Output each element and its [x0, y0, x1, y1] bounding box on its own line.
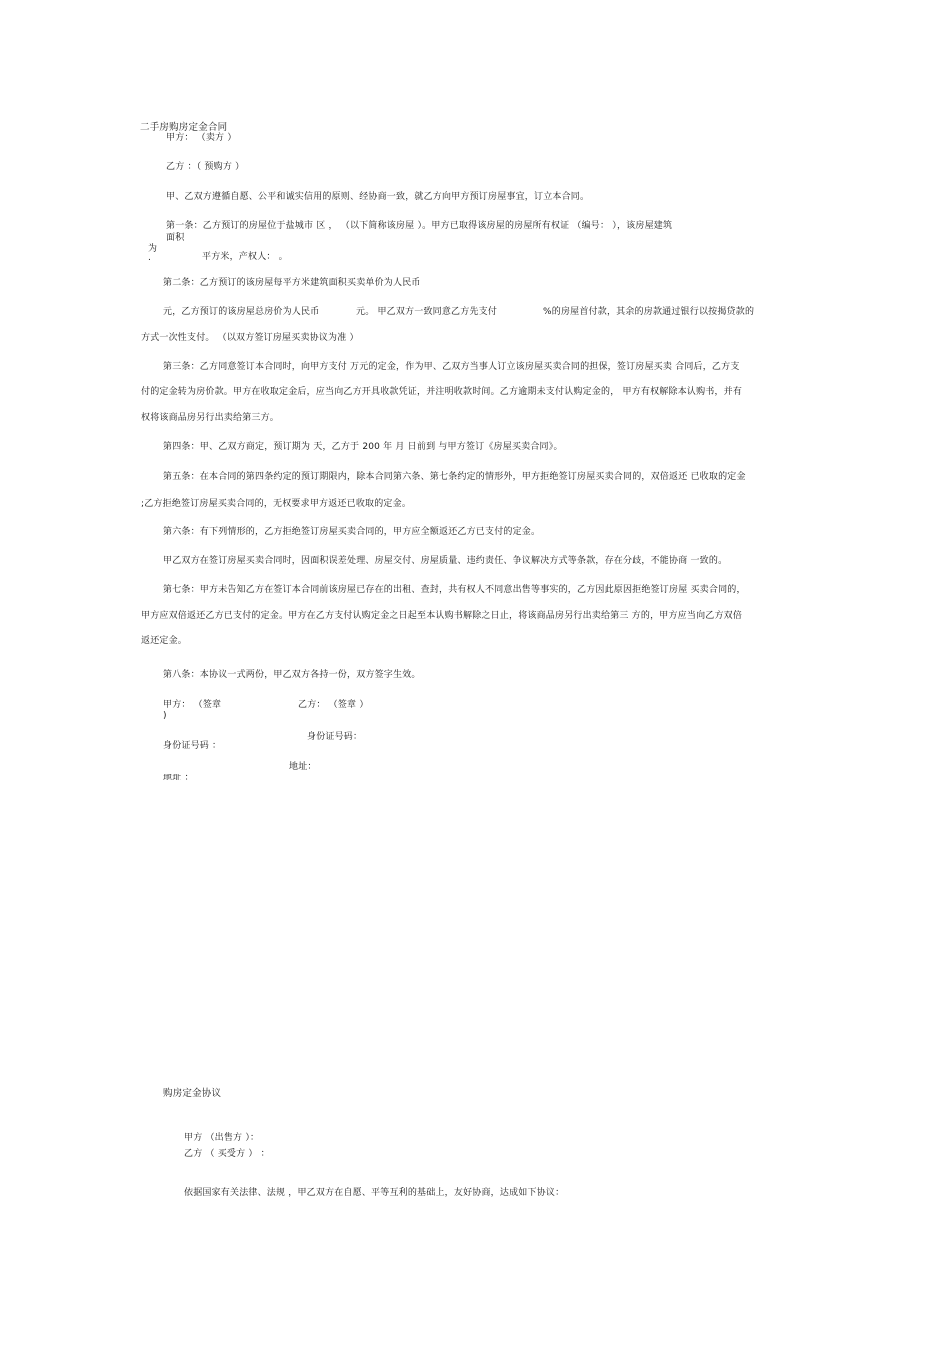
article-3-line-2: 付的定金转为房价款。甲方在收取定金后，应当向乙方开具收款凭证，并注明收款时间。乙方逾期未支付认购定金的， 甲方有权解除本认购书，并有 [141, 387, 743, 397]
party-a-line: 甲方： （卖方 ） [166, 133, 237, 143]
article-2-line-3: 方式一次性支付。 （以双方签订房屋买卖协议为准 ） [141, 333, 359, 343]
article-3-line-1: 第三条：乙方同意签订本合同时，向甲方支付 万元的定金，作为甲、乙双方当事人订立该房屋买卖合同的担保，签订房屋买卖 合同后，乙方支 [163, 362, 740, 372]
article-1-line-1: 第一条：乙方预订的房屋位于盐城市 区 ， （以下简称该房屋 ）。甲方已取得该房屋的房屋所有权证 （编号： ），该房屋建筑 [166, 221, 673, 231]
preamble: 甲、乙双方遵循自愿、公平和诚实信用的原则、经协商一致，就乙方向甲方预订房屋事宜，订立本合同。 [166, 192, 590, 202]
agreement-party-b: 乙方 （ 买受方 ） ： [184, 1149, 270, 1159]
article-3-line-3: 权将该商品房另行出卖给第三方。 [141, 413, 280, 423]
address-party-a-clipped [163, 774, 243, 780]
article-7-line-2: 甲方应双倍返还乙方已支付的定金。甲方在乙方支付认购定金之日起至本认购书解除之日止，将该商品房另行出卖给第三 方的，甲方应当向乙方双倍 [141, 611, 743, 621]
article-8: 第八条：本协议一式两份，甲乙双方各持一份，双方签字生效。 [163, 670, 421, 680]
id-number-party-b: 身份证号码： [307, 732, 363, 742]
article-1-wei: 为 [148, 244, 158, 254]
article-7-line-1: 第七条：甲方未告知乙方在签订本合同前该房屋已存在的出租、查封，共有权人不同意出售等事实的，乙方因此原因拒绝签订房屋 买卖合同的， [163, 585, 746, 595]
article-1-line-3: 平方米，产权人： 。 [202, 252, 288, 262]
signature-party-a-paren: ) [163, 711, 167, 721]
article-2-line-2b: 元。 甲乙双方一致同意乙方先支付 [356, 307, 498, 317]
article-5-line-2: ;乙方拒绝签订房屋买卖合同的，无权要求甲方返还已收取的定金。 [141, 499, 412, 509]
article-7-line-3: 返还定金。 [141, 636, 188, 646]
signature-party-b: 乙方： （签章 ） [298, 700, 369, 710]
article-4: 第四条：甲、乙双方商定，预订期为 天，乙方于 200 年 月 日前到 与甲方签订《房屋买卖合同》。 [163, 442, 563, 452]
agreement-intro: 依据国家有关法律、法规 ，甲乙双方在自愿、平等互利的基础上，友好协商，达成如下协议： [184, 1188, 565, 1198]
article-1-dot: . [148, 253, 152, 263]
article-2-line-2c: %的房屋首付款，其余的房款通过银行以按揭贷款的 [543, 307, 755, 317]
agreement-title: 购房定金协议 [163, 1088, 222, 1099]
article-1-line-2: 面积 [166, 233, 185, 243]
article-6-line-2: 甲乙双方在签订房屋买卖合同时，因面积误差处理、房屋交付、房屋质量、违约责任、争议解决方式等条款，存在分歧，不能协商 一致的。 [163, 556, 728, 566]
contract-title: 二手房购房定金合同 [140, 122, 228, 133]
article-6-line-1: 第六条：有下列情形的，乙方拒绝签订房屋买卖合同的，甲方应全额返还乙方已支付的定金。 [163, 527, 541, 537]
address-party-a: 地址 ： [163, 774, 194, 780]
id-number-party-a: 身份证号码 ： [163, 741, 222, 751]
signature-party-a: 甲方： （签章 [163, 700, 222, 710]
article-5-line-1: 第五条：在本合同的第四条约定的预订期限内，除本合同第六条、第七条约定的情形外，甲方拒绝签订房屋买卖合同的，双倍返还 已收取的定金 [163, 472, 746, 482]
party-b-line: 乙方 ：（ 预购方 ） [166, 162, 245, 172]
article-2-line-1: 第二条：乙方预订的该房屋每平方米建筑面积买卖单价为人民币 [163, 278, 421, 288]
agreement-party-a: 甲方 （出售方 ）： [184, 1133, 260, 1143]
article-2-line-2a: 元，乙方预订的该房屋总房价为人民币 [163, 307, 320, 317]
address-party-b: 地址： [289, 762, 317, 772]
